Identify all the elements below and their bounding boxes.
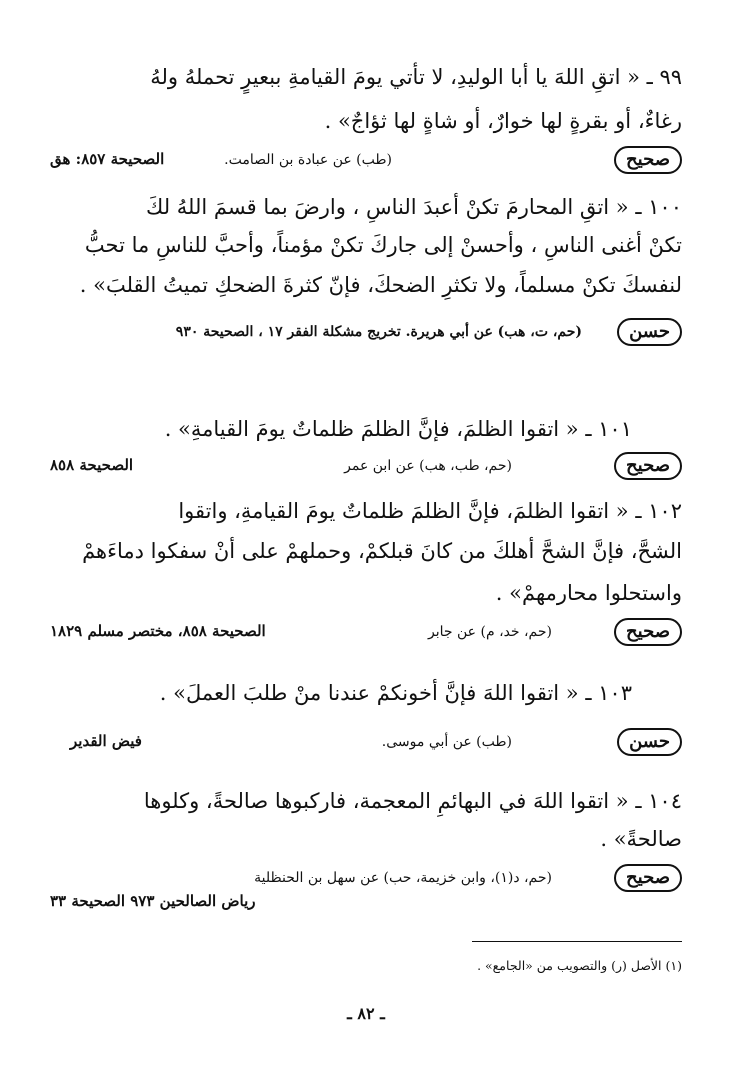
hadith-102-line-3: واستحلوا محارمهمْ» . xyxy=(495,581,682,605)
hadith-102-source-row xyxy=(50,618,682,648)
source-text: (حم، طب، هب) عن ابن عمر xyxy=(344,458,512,474)
hadith-104-source-row xyxy=(50,864,682,920)
hadith-103-line-1: ١٠٣ ـ « اتقوا اللهَ فإنَّ أخونكمْ عندنا منْ طلبَ العملَ» . xyxy=(159,681,632,705)
hadith-100-line-2: تكنْ أغنى الناسِ ، وأحسنْ إلى جاركَ تكنْ مؤمناً، وأحبَّ للناسِ ما تحبُّ xyxy=(84,233,682,257)
grade-badge: صحيح xyxy=(614,452,682,480)
source-text: (حم، ت، هب) عن أبي هريرة. تخريج مشكلة الفقر ١٧ ، الصحيحة ٩٣٠ xyxy=(175,324,582,340)
source-text: (طب) عن عبادة بن الصامت. xyxy=(224,152,392,168)
hadith-101-line-1: ١٠١ ـ « اتقوا الظلمَ، فإنَّ الظلمَ ظلماتٌ يومَ القيامةِ» . xyxy=(164,417,632,441)
footnote-divider xyxy=(472,941,682,942)
hadith-99-line-2: رغاءٌ، أو بقرةٍ لها خوارٌ، أو شاةٍ لها ثؤاجٌ» . xyxy=(324,109,682,133)
reference-text: الصحيحة ٨٥٧: هق xyxy=(50,150,165,168)
page-number: ـ ٨٢ ـ xyxy=(347,1004,385,1023)
book-page xyxy=(50,0,682,1092)
hadith-103-source-row xyxy=(50,728,682,758)
source-text: (طب) عن أبي موسى. xyxy=(381,734,512,750)
hadith-102-line-1: ١٠٢ ـ « اتقوا الظلمَ، فإنَّ الظلمَ ظلماتٌ يومَ القيامةِ، واتقوا xyxy=(178,499,682,523)
hadith-104-line-2: صالحةً» . xyxy=(600,827,682,851)
reference-text: رياض الصالحين ٩٧٣ الصحيحة ٣٣ xyxy=(50,892,256,910)
footnote: (١) الأصل (ر) والتصويب من «الجامع» . xyxy=(477,958,682,973)
hadith-100-line-1: ١٠٠ ـ « اتقِ المحارمَ تكنْ أعبدَ الناسِ ، وارضَ بما قسمَ اللهُ لكَ xyxy=(146,195,682,219)
grade-badge: صحيح xyxy=(614,146,682,174)
hadith-99-source-row xyxy=(50,146,682,176)
grade-badge: حسن xyxy=(617,728,682,756)
grade-badge: صحيح xyxy=(614,864,682,892)
hadith-100-line-3: لنفسكَ تكنْ مسلماً، ولا تكثرِ الضحكَ، فإنّ كثرةَ الضحكِ تميتُ القلبَ» . xyxy=(79,273,682,297)
reference-text: الصحيحة ٨٥٨، مختصر مسلم ١٨٢٩ xyxy=(50,622,266,640)
hadith-100-source-row xyxy=(50,318,682,348)
source-text: (حم، د(١)، وابن خزيمة، حب) عن سهل بن الحنظلية xyxy=(254,870,552,886)
hadith-102-line-2: الشحَّ، فإنَّ الشحَّ أهلكَ من كانَ قبلكمْ، وحملهمْ على أنْ سفكوا دماءَهمْ xyxy=(82,539,682,563)
hadith-101-source-row xyxy=(50,452,682,482)
hadith-99-line-1: ٩٩ ـ « اتقِ اللهَ يا أبا الوليدِ، لا تأتي يومَ القيامةِ ببعيرٍ تحملهُ ولهُ xyxy=(150,65,682,89)
source-text: (حم، خد، م) عن جابر xyxy=(428,624,552,640)
grade-badge: حسن xyxy=(617,318,682,346)
grade-badge: صحيح xyxy=(614,618,682,646)
reference-text: الصحيحة ٨٥٨ xyxy=(50,456,134,474)
reference-text: فيض القدير xyxy=(70,732,142,750)
hadith-104-line-1: ١٠٤ ـ « اتقوا اللهَ في البهائمِ المعجمة، فاركبوها صالحةً، وكلوها xyxy=(143,789,682,813)
